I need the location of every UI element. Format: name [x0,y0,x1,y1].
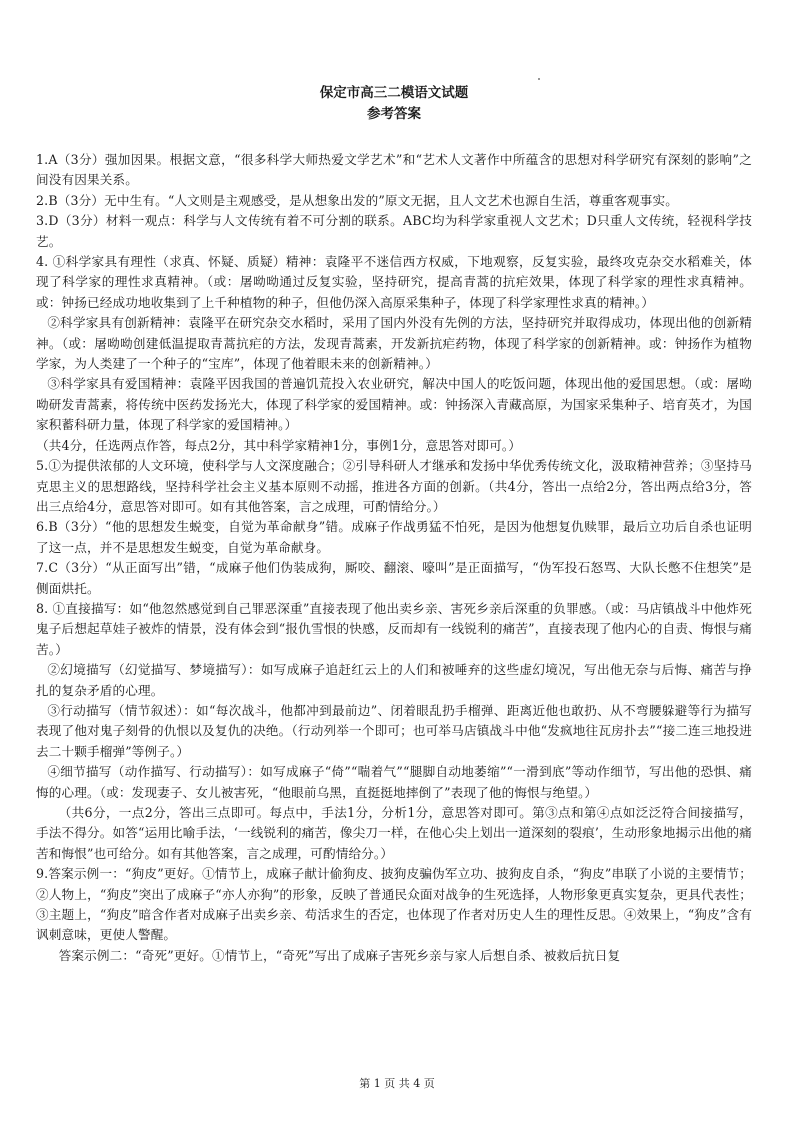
answer-paragraph-q9b: 答案示例二：“奇死”更好。①情节上，“奇死”写出了成麻子害死乡亲与家人后想自杀、被救后抗日复 [58,947,621,963]
answer-paragraph-q3: 3.D（3分）材料一观点：科学与人文传统有着不可分割的联系。ABC均为科学家重视人文艺术；D只重人文传统，轻视科学技艺。 [36,213,752,249]
document-title: 保定市高三二模语文试题 [319,85,469,101]
answer-paragraph-q1: 1.A（3分）强加因果。根据文意，“很多科学大师热爱文学艺术”和“艺术人文著作中所蕴含的思想对科学研究有深刻的影响”之间没有因果关系。 [36,152,752,188]
answer-paragraph-q4b: ②科学家具有创新精神：袁隆平在研究杂交水稻时，采用了国内外没有先例的方法，坚持研究并取得成功，体现出他的创新精神。（或：屠呦呦创建低温提取青蒿抗疟的方法，发现青蒿素，开发新抗疟药物，体现了科学家的创新精神。或：钟扬作为植物学家，为人类建了一个种子的“宝库”，体现了他着眼未来的创新精神。） [36,315,752,372]
answer-content [36,83,752,966]
answer-paragraph-q8e: （共6分，一点2分，答出三点即可。每点中，手法1分，分析1分，意思答对即可。第③点和第④点如泛泛符合间接描写，手法不得分。如答“运用比喻手法，‘一线锐利的痛苦，像尖刀一样，在他心尖上划出一道深刻的裂痕’，生动形象地揭示出他的痛苦和悔恨”也可给分。如有其他答案，言之成理，可酌情给分。） [36,805,752,861]
answer-paragraph-q4d: （共4分，任选两点作答，每点2分，其中科学家精神1分，事例1分，意思答对即可。） [36,437,522,453]
answer-paragraph-q8b: ②幻境描写（幻觉描写、梦境描写）：如写成麻子追赶红云上的人们和被唾弃的这些虚幻境况，写出他无奈与后悔、痛苦与挣扎的复杂矛盾的心理。 [36,662,752,698]
answer-paragraph-q6: 6.B（3分）“他的思想发生蜕变，自觉为革命献身”错。成麻子作战勇猛不怕死，是因为他想复仇赎罪，最后立功后自杀也证明了这一点，并不是思想发生蜕变，自觉为革命献身。 [36,519,752,555]
page-footer: 第 1 页 共 4 页 [359,1077,435,1090]
answer-paragraph-q7: 7.C（3分）“从正面写出”错，“成麻子他们伪装成狗，厮咬、翻滚、嚎叫”是正面描写，“伪军投石怒骂、大队长憋不住想笑”是侧面烘托。 [36,560,752,596]
answer-paragraph-q4c: ③科学家具有爱国精神：袁隆平因我国的普遍饥荒投入农业研究，解决中国人的吃饭问题，体现出他的爱国思想。（或：屠呦呦研发青蒿素，将传统中医药发扬光大，体现了科学家的爱国精神。或：钟扬深入青藏高原，为国家采集种子、培育英才，为国家积蓄科研力量，体现了科学家的爱国精神。） [36,376,752,433]
answer-paragraph-q9a: 9.答案示例一：“狗皮”更好。①情节上，成麻子献计偷狗皮、披狗皮骗伪军立功、披狗皮自杀，“狗皮”串联了小说的主要情节；②人物上，“狗皮”突出了成麻子“亦人亦狗”的形象，反映了普通民众面对战争的生死选择，人物形象更真实复杂，更具代表性；③主题上，“狗皮”暗含作者对成麻子出卖乡亲、苟活求生的否定，也体现了作者对历史人生的理性反思。④效果上，“狗皮”含有讽刺意味，更使人警醒。 [36,866,752,943]
answer-paragraph-q8d: ④细节描写（动作描写、行动描写）：如写成麻子“倚”“喘着气”“腿脚自动地萎缩”“一滑到底”等动作细节，写出他的恐惧、痛悔的心理。（或：发现妻子、女儿被害死，“他眼前乌黑，直挺挺地摔倒了”表现了他的悔恨与绝望。） [36,764,752,800]
answer-paragraph-q8a: 8. ①直接描写：如“他忽然感觉到自己罪恶深重”直接表现了他出卖乡亲、害死乡亲后深重的负罪感。（或：马店镇战斗中他炸死鬼子后想起草娃子被炸的情景，没有体会到“报仇雪恨的快感，反而却有一线锐利的痛苦”，直接表现了他内心的自责、悔恨与痛苦。） [36,600,752,657]
answer-paragraphs [36,150,752,966]
answer-paragraph-q8c: ③行动描写（情节叙述）：如“每次战斗，他都冲到最前边”、闭着眼乱扔手榴弹、距离近他也敢扔、从不弯腰躲避等行为描写表现了他对鬼子刻骨的仇恨以及复仇的决绝。（行动列举一个即可；也可举马店镇战斗中他“发疯地往瓦房扑去”“接二连三地投进去二十颗手榴弹”等例子。） [36,702,752,759]
answer-paragraph-q4a: 4. ①科学家具有理性（求真、怀疑、质疑）精神：袁隆平不迷信西方权威，下地观察，反复实验，最终攻克杂交水稻难关，体现了科学家的理性求真精神。（或：屠呦呦通过反复实验，坚持研究，提高青蒿的抗疟效果，体现了科学家的理性求真精神。或：钟扬已经成功地收集到了上千种植物的种子，但他仍深入高原采集种子，体现了科学家理性求真的精神。） [36,254,752,310]
answer-paragraph-q2: 2.B（3分）无中生有。“人文则是主观感受，是从想象出发的”原文无据，且人文艺术也源自生活，尊重客观事实。 [36,192,679,208]
document-subtitle: 参考答案 [367,106,421,122]
answer-paragraph-q5: 5.①为提供浓郁的人文环境，使科学与人文深度融合；②引导科研人才继承和发扬中华优秀传统文化，汲取精神营养；③坚持马克思主义的思想路线，坚持科学社会主义基本原则不动摇，推进各方面的创新。（共4分，答出一点给2分，答出两点给3分，答出三点给4分，意思答对即可。如有其他答案，言之成理，可酌情给分。） [36,458,752,514]
scan-dot [538,78,540,80]
